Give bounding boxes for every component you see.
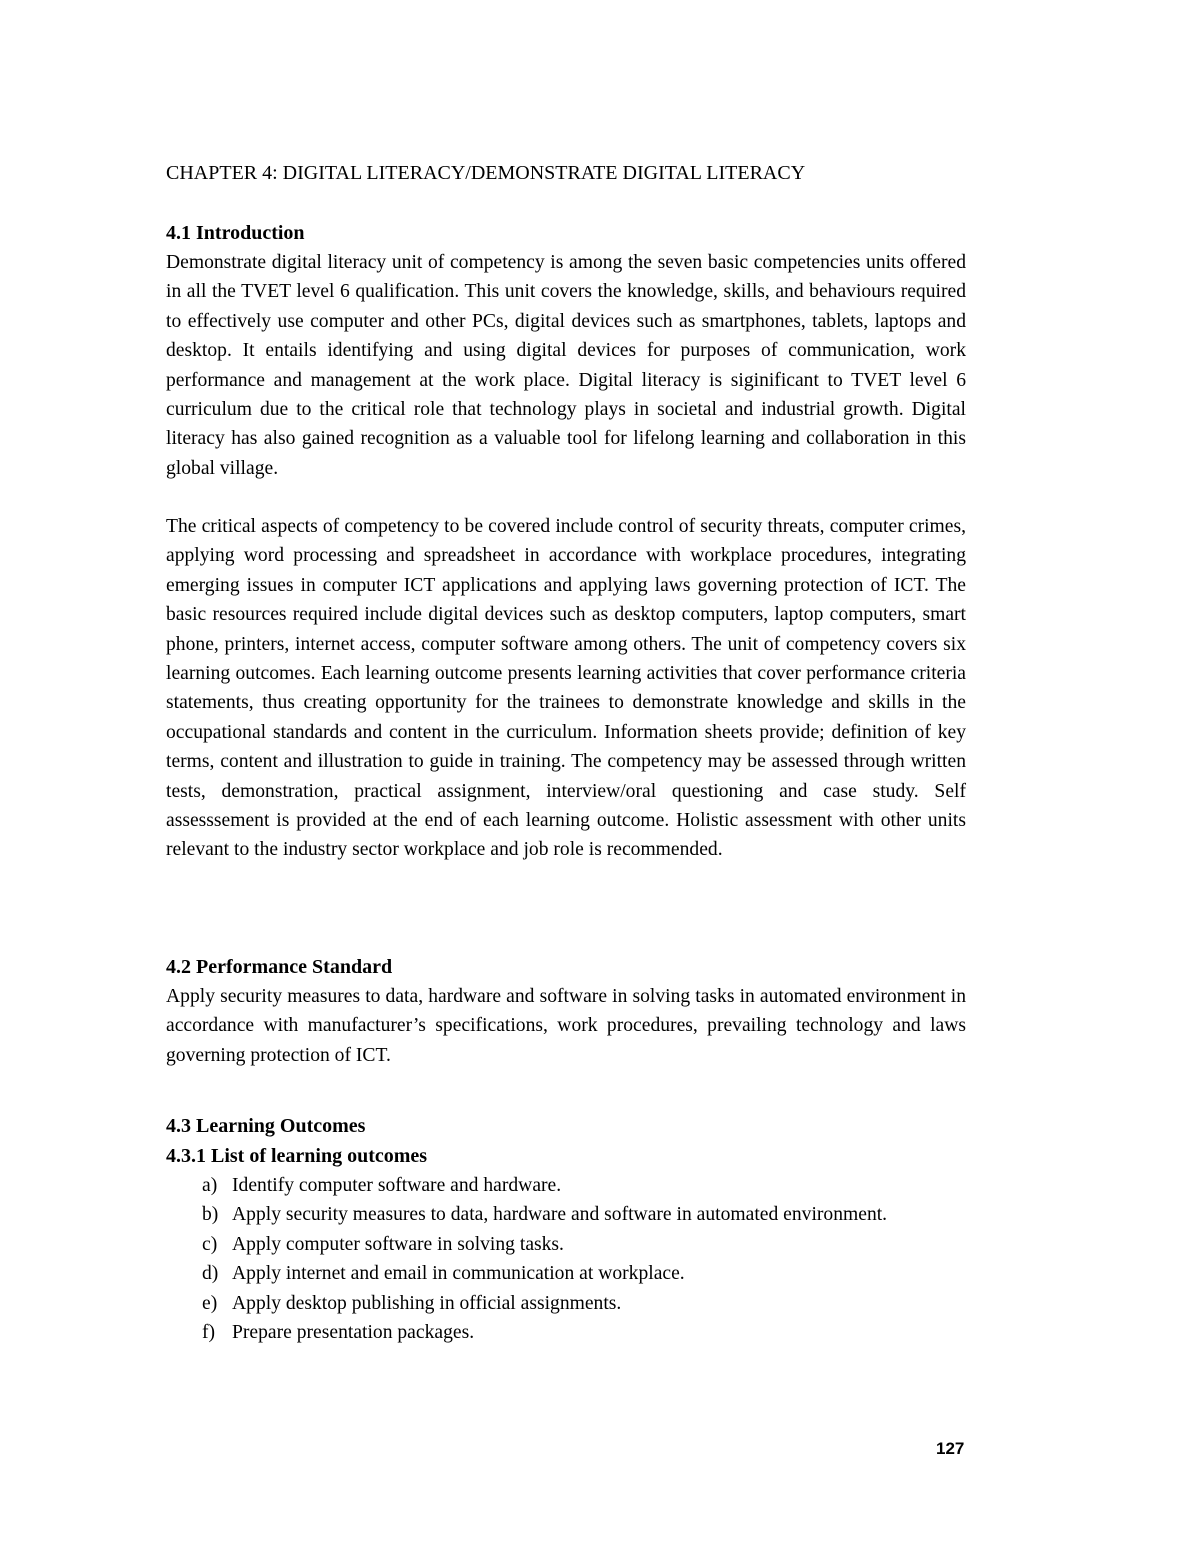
section-learning-outcomes bbox=[166, 1111, 966, 1347]
list-item bbox=[166, 1200, 966, 1229]
introduction-heading: 4.1 Introduction bbox=[166, 222, 305, 244]
list-item-text: Apply internet and email in communication at workplace. bbox=[232, 1263, 685, 1285]
introduction-paragraph-1: Demonstrate digital literacy unit of competency is among the seven basic competencies units offered in all the TVET level 6 qualification. This unit covers the knowledge, skills, and behaviours required to effectively use computer and other PCs, digital devices such as smartphones, tablets, laptops and desktop. It entails identifying and using digital devices for purposes of communication, work performance and management at the work place. Digital literacy is siginificant to TVET level 6 curriculum due to the critical role that technology plays in societal and industrial growth. Digital literacy has also gained recognition as a valuable tool for lifelong learning and collaboration in this global village. bbox=[166, 252, 966, 479]
list-marker: e) bbox=[202, 1292, 218, 1314]
chapter-title: CHAPTER 4: DIGITAL LITERACY/DEMONSTRATE DIGITAL LITERACY bbox=[166, 162, 806, 184]
list-item-text: Apply computer software in solving tasks. bbox=[232, 1233, 564, 1255]
list-marker: a) bbox=[202, 1175, 218, 1196]
list-item-text: Identify computer software and hardware. bbox=[232, 1175, 562, 1196]
list-item bbox=[166, 1230, 966, 1259]
section-introduction-continued bbox=[166, 512, 966, 865]
introduction-paragraph-2: The critical aspects of competency to be covered include control of security threats, computer crimes, applying word processing and spreadsheet in accordance with workplace procedures, integrating emerging issues in computer ICT applications and applying laws governing protection of ICT. The basic resources required include digital devices such as desktop computers, laptop computers, smart phone, printers, internet access, computer software among others. The unit of competency covers six learning outcomes. Each learning outcome presents learning activities that cover performance criteria statements, thus creating opportunity for the trainees to demonstrate knowledge and skills in the occupational standards and content in the curriculum. Information sheets provide; definition of key terms, content and illustration to guide in training. The competency may be assessed through written tests, demonstration, practical assignment, interview/oral questioning and case study. Self assesssement is provided at the end of each learning outcome. Holistic assessment with other units relevant to the industry sector workplace and job role is recommended. bbox=[166, 516, 966, 861]
list-item bbox=[166, 1289, 966, 1318]
performance-standard-paragraph: Apply security measures to data, hardware and software in solving tasks in automated environment in accordance with manufacturer’s specifications, work procedures, prevailing technology and laws governing protection of ICT. bbox=[166, 986, 966, 1066]
section-introduction bbox=[166, 218, 966, 483]
section-performance-standard bbox=[166, 952, 966, 1070]
list-marker: b) bbox=[202, 1204, 219, 1226]
list-marker: c) bbox=[202, 1233, 218, 1255]
page-number: 127 bbox=[936, 1439, 965, 1458]
learning-outcomes-heading: 4.3 Learning Outcomes bbox=[166, 1115, 366, 1137]
list-marker: f) bbox=[202, 1322, 216, 1344]
learning-outcomes-subheading: 4.3.1 List of learning outcomes bbox=[166, 1145, 428, 1167]
list-item-text: Prepare presentation packages. bbox=[232, 1322, 475, 1344]
list-item bbox=[166, 1259, 966, 1288]
list-item bbox=[166, 1171, 966, 1200]
list-item bbox=[166, 1318, 966, 1347]
performance-standard-heading: 4.2 Performance Standard bbox=[166, 956, 393, 978]
list-item-text: Apply desktop publishing in official assignments. bbox=[232, 1292, 622, 1314]
list-marker: d) bbox=[202, 1263, 219, 1285]
list-item-text: Apply security measures to data, hardware and software in automated environment. bbox=[232, 1204, 888, 1226]
learning-outcomes-list bbox=[166, 1171, 966, 1347]
